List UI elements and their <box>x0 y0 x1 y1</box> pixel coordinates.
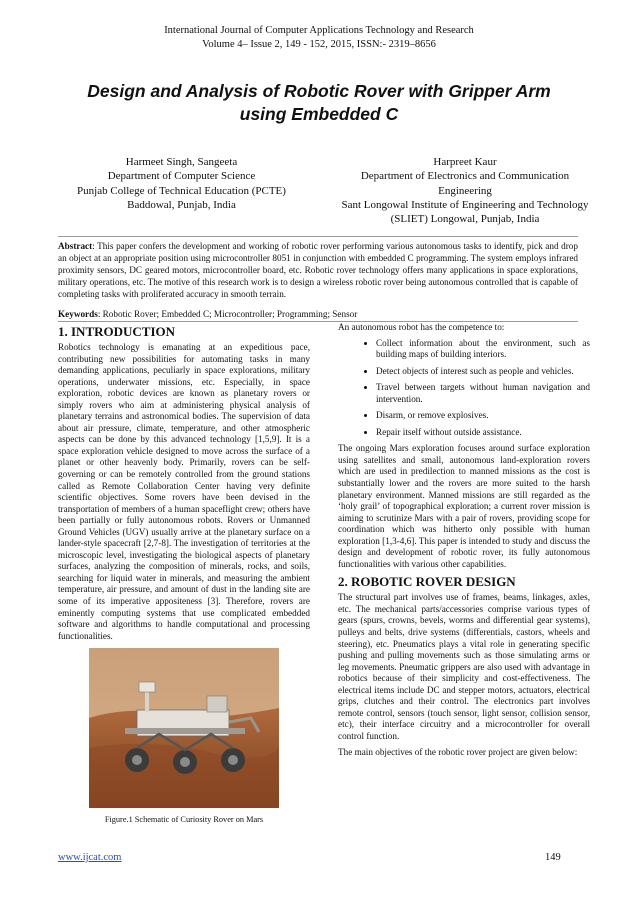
paper-title-line1: Design and Analysis of Robotic Rover with Gripper Arm <box>87 81 551 101</box>
list-item: • Disarm, or remove explosives. <box>376 410 590 422</box>
abstract-text: : This paper confers the development and working of robotic rover performing various autonomous tasks to identify, pick and drop an object at an appropriate position using microcontroller 8051 in conjunction with embedded C programming. The system employs infrared proximity sensors, DC geared motors, microcontroller board, etc. Robotic rover technology offers many applications in space explorations, military operations, etc. The motive of this research work is to design a wireless robotic rover being autonomous controlled that is capable of completing tasks with proliferated accuracy in smooth terrain. <box>58 241 578 299</box>
list-item: • Detect objects of interest such as people and vehicles. <box>376 366 590 378</box>
author-name: Harpreet Kaur <box>433 156 497 168</box>
competence-intro: An autonomous robot has the competence to: <box>338 322 505 332</box>
abstract <box>58 240 578 300</box>
paper-title-line2: using Embedded C <box>239 104 399 124</box>
journal-volume: Volume 4– Issue 2, 149 - 152, 2015, ISSN:- 2319–8656 <box>202 39 436 50</box>
right-column <box>338 322 590 762</box>
journal-website-link[interactable]: www.ijcat.com <box>58 852 122 863</box>
list-item: • Repair itself without outside assistance. <box>376 427 590 439</box>
section-heading-introduction: 1. INTRODUCTION <box>58 324 176 339</box>
intro-paragraph: Robotics technology is emanating at an expeditious pace, contributing new possibilities for automating tasks in many demanding applications, peculiarly in space explorations, military operations, underwater missions, etc. Especially, in space exploration, robotic devices are known as planetary rovers or simply rovers who aim at administering physical analysis of planetary terrains and astronomical bodies. The supervision of data about air pressure, climate, temperature, and other atmospheric aspects can be done by this advanced technology [1,5,9]. It is a space exploration vehicle designed to move across the surface of a planet or other heavenly body. Primarily, rovers can be self-governing or can be remotely controlled from the ground stations called as Remote Collaboration Center having very definite scientific objectives. Some rovers have been devised in the transportation of members of a human spaceflight crew; others have been partially or fully autonomous robots. Rovers or Unmanned Ground Vehicles (UGV) usually arrive at the planetary surface on a lander-style spacecraft [2,7-8]. The investigation of territories at the microscopic level, investigating the biological aspects of planetary surfaces, analyzing the composition of minerals, rocks, and soils, searching for liquid water in minerals, and measuring the ambient temperature, air pressure, and amount of dust in the landing site are some of its imperative appositeness [3]. Therefore, rovers are eminently computing systems that use complicated embedded software and algorithms to handle computational and processing functionalities. <box>58 342 310 641</box>
curiosity-rover-figure <box>89 648 279 808</box>
abstract-label: Abstract <box>58 241 93 251</box>
journal-name: International Journal of Computer Applications Technology and Research <box>164 25 474 36</box>
list-item: • Collect information about the environment, such as building maps of building interiors. <box>376 338 590 361</box>
journal-header <box>0 24 638 52</box>
author-location: Baddowal, Punjab, India <box>127 198 236 211</box>
rover-illustration <box>89 648 279 808</box>
competence-list <box>338 338 590 439</box>
keywords <box>58 308 578 320</box>
objectives-paragraph: The main objectives of the robotic rover project are given below: <box>338 746 578 757</box>
left-column <box>58 322 310 826</box>
figure-caption: Figure.1 Schematic of Curiosity Rover on Mars <box>104 815 264 825</box>
author-department: Department of Computer Science <box>107 170 256 183</box>
author-location: (SLIET) Longowal, Punjab, India <box>390 213 540 226</box>
author-block-2 <box>330 155 600 226</box>
section-heading-rover-design: 2. ROBOTIC ROVER DESIGN <box>338 574 516 590</box>
mars-exploration-paragraph: The ongoing Mars exploration focuses around surface exploration using satellites and small, autonomous land-exploration rovers which are used in predilection to manned missions as the cost is substantially lower and the rovers are more suited to the harsh planetary environment. Manned missions are still regarded as the ‘holy grail’ of topographical exploration; a current rover mission is aiming to scrutinize Mars with a pair of rovers, providing scope for coordination which was hitherto only possible with human exploration [1,3-4,6]. This paper is intended to study and discuss the design and development of robotic rover, its fully autonomous functionalities with various other capabilities. <box>338 443 590 569</box>
keywords-label: Keywords <box>58 309 98 319</box>
author-name: Harmeet Singh, Sangeeta <box>125 156 238 168</box>
divider <box>58 236 578 237</box>
rover-design-paragraph: The structural part involves use of frames, beams, linkages, axles, etc. The mechanical parts/accessories comprise various types of gears (spurs, crowns, bevels, worms and differential gear systems), pulleys and belts, drive systems (differentials, castors, wheels and steering), etc. Pneumatics plays a vital role in generating specific pushing and pulling movements such as those simulating arms or leg movements. Pneumatic grippers are also used with advantage in robotics because of their simplicity and cost-effectiveness. The electrical items include DC and stepper motors, actuators, electrical grips, clutches and their control. The electronics part involves remote control, sensors (touch sensor, light sensor, collision sensor, etc), their interface circuitry and a microcontroller for overall control function. <box>338 592 590 741</box>
list-item: • Travel between targets without human navigation and intervention. <box>376 382 590 405</box>
keywords-text: : Robotic Rover; Embedded C; Microcontroller; Programming; Sensor <box>97 309 358 319</box>
paper-title <box>40 80 598 126</box>
author-block-1 <box>44 155 319 212</box>
author-department-cont: Engineering <box>438 184 492 197</box>
author-institution: Sant Longowal Institute of Engineering and Technology <box>341 198 589 211</box>
page-number: 149 <box>545 852 561 863</box>
author-department: Department of Electronics and Communication <box>360 170 570 183</box>
author-institution: Punjab College of Technical Education (PCTE) <box>77 184 286 197</box>
